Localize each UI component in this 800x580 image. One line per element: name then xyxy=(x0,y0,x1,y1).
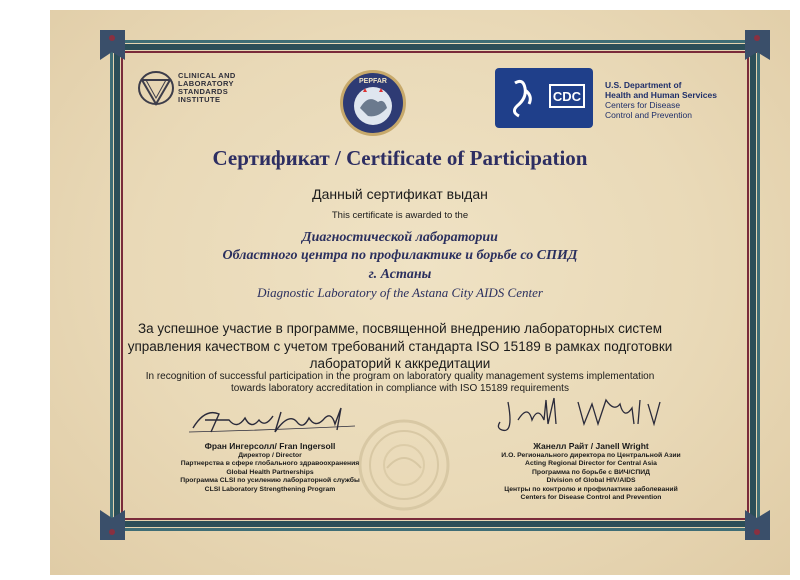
signer-right-line-5: Центры по контролю и профилактике заболеваний xyxy=(504,485,678,493)
recipient-line-3: г. Астаны xyxy=(368,267,432,282)
clsi-emblem-icon xyxy=(137,70,175,106)
certificate-title: Сертификат / Certificate of Participation xyxy=(212,146,588,170)
signature-ingersoll xyxy=(185,400,365,440)
body-ru xyxy=(0,320,800,373)
recipient-en: Diagnostic Laboratory of the Astana City AIDS Center xyxy=(257,285,543,300)
signer-left xyxy=(155,441,385,494)
signer-right-line-3: Программа по борьбе с ВИЧ/СПИД xyxy=(532,468,650,476)
signer-right-line-6: Centers for Disease Control and Prevention xyxy=(520,494,662,502)
body-ru-line-3: лабораторий к аккредитации xyxy=(309,356,491,371)
clsi-line-4: INSTITUTE xyxy=(178,95,221,104)
body-ru-line-2: управления качеством с учетом требований стандарта ISO 15189 в рамках подготовки xyxy=(127,338,673,354)
recipient-line-2: Областного центра по профилактике и борьбе со СПИД xyxy=(222,248,578,263)
signer-left-name: Фран Ингерсолл/ Fran Ingersoll xyxy=(204,441,336,451)
signer-left-line-2: Партнерства в сфере глобального здравоохранения xyxy=(180,460,360,468)
recipient-line-1: Диагностической лаборатории xyxy=(302,230,498,245)
signer-left-line-4: Программа CLSI по усилению лабораторной службы xyxy=(180,477,360,485)
clsi-line-2: LABORATORY xyxy=(178,79,234,88)
pepfar-label: PEPFAR xyxy=(358,78,388,85)
signer-right-line-2: Acting Regional Director for Central Asia xyxy=(525,460,657,468)
signature-wright xyxy=(488,390,688,440)
cdc-label: CDC xyxy=(552,89,582,104)
hhs-line-4: Control and Prevention xyxy=(605,110,692,120)
signer-left-line-1: Директор / Director xyxy=(238,452,302,459)
issued-ru: Данный сертификат выдан xyxy=(312,186,488,202)
hhs-line-2: Health and Human Services xyxy=(605,90,717,100)
body-en-line-1: In recognition of successful participation in the program on laboratory quality management systems implementation xyxy=(145,371,655,382)
clsi-line-3: STANDARDS xyxy=(178,87,229,96)
hhs-line-3: Centers for Disease xyxy=(605,100,681,110)
clsi-line-1: CLINICAL AND xyxy=(178,71,236,80)
pepfar-seal xyxy=(338,68,408,138)
signer-right-line-4: Division of Global HIV/AIDS xyxy=(546,477,636,485)
issued-en: This certificate is awarded to the xyxy=(331,210,469,221)
hhs-line-1: U.S. Department of xyxy=(605,80,682,90)
body-en-line-2: towards laboratory accreditation in compliance with ISO 15189 requirements xyxy=(231,383,569,394)
signer-right-name: Жанелл Райт / Janell Wright xyxy=(533,441,649,451)
signer-right xyxy=(476,441,706,502)
body-ru-line-1: За успешное участие в программе, посвященной внедрению лабораторных систем xyxy=(137,321,662,336)
signer-left-line-5: CLSI Laboratory Strengthening Program xyxy=(204,485,336,493)
signer-right-line-1: И.О. Регионального директора по Центральной Азии xyxy=(501,452,681,459)
signer-left-line-3: Global Health Partnerships xyxy=(226,468,314,476)
hhs-text xyxy=(605,80,717,120)
clsi-logo xyxy=(137,70,258,106)
hhs-cdc-logo xyxy=(495,68,593,128)
